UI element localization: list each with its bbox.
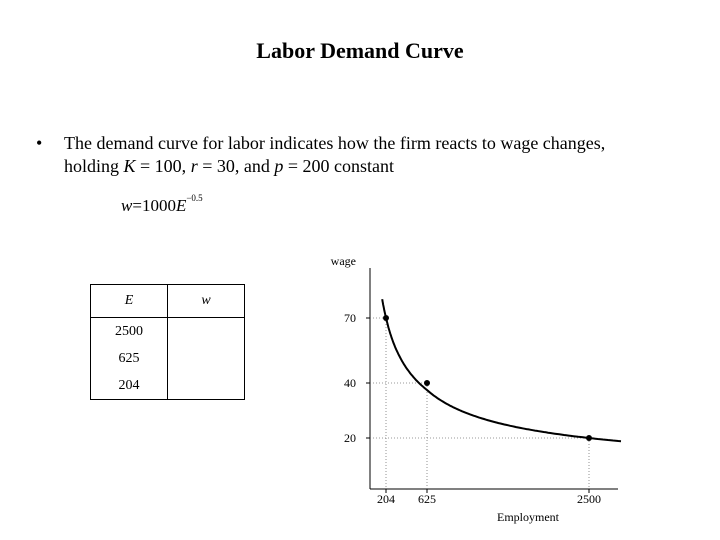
table-cell-e: 2500: [91, 318, 168, 346]
bullet-text-part-4: = 200 constant: [283, 156, 394, 176]
demand-curve: [382, 299, 621, 441]
y-axis-label: wage: [330, 254, 356, 268]
formula-lhs: w: [121, 196, 133, 215]
x-axis-label: Employment: [497, 510, 559, 524]
variable-r: r: [190, 156, 198, 176]
data-point: [586, 435, 592, 441]
table-cell-e: 625: [91, 345, 168, 372]
slide-title: Labor Demand Curve: [256, 38, 464, 63]
x-tick-label: 625: [418, 492, 436, 506]
bullet-text-part-3: = 30, and: [197, 156, 275, 176]
table-cell-e: 204: [91, 372, 168, 400]
formula-variable: E: [175, 196, 187, 215]
y-tick-label: 70: [344, 311, 356, 325]
variable-k: K: [123, 156, 136, 176]
formula-coefficient: 1000: [141, 196, 176, 215]
data-point: [383, 315, 389, 321]
formula-exponent: −0.5: [186, 193, 203, 204]
x-tick-label: 2500: [577, 492, 601, 506]
bullet-dot: •: [36, 133, 43, 153]
formula-equals: =: [132, 196, 142, 215]
x-tick-label: 204: [377, 492, 395, 506]
bullet-text-part-1: The demand curve for labor indicates how the firm reacts to wage changes, holding: [64, 133, 606, 176]
y-tick-label: 40: [344, 376, 356, 390]
bullet-text-part-2: = 100,: [135, 156, 191, 176]
variable-p: p: [274, 156, 284, 176]
table-header-w: w: [168, 285, 245, 318]
y-tick-label: 20: [344, 431, 356, 445]
data-point: [424, 380, 430, 386]
chart-layer: [331, 254, 621, 524]
table-header-e: E: [91, 285, 168, 318]
